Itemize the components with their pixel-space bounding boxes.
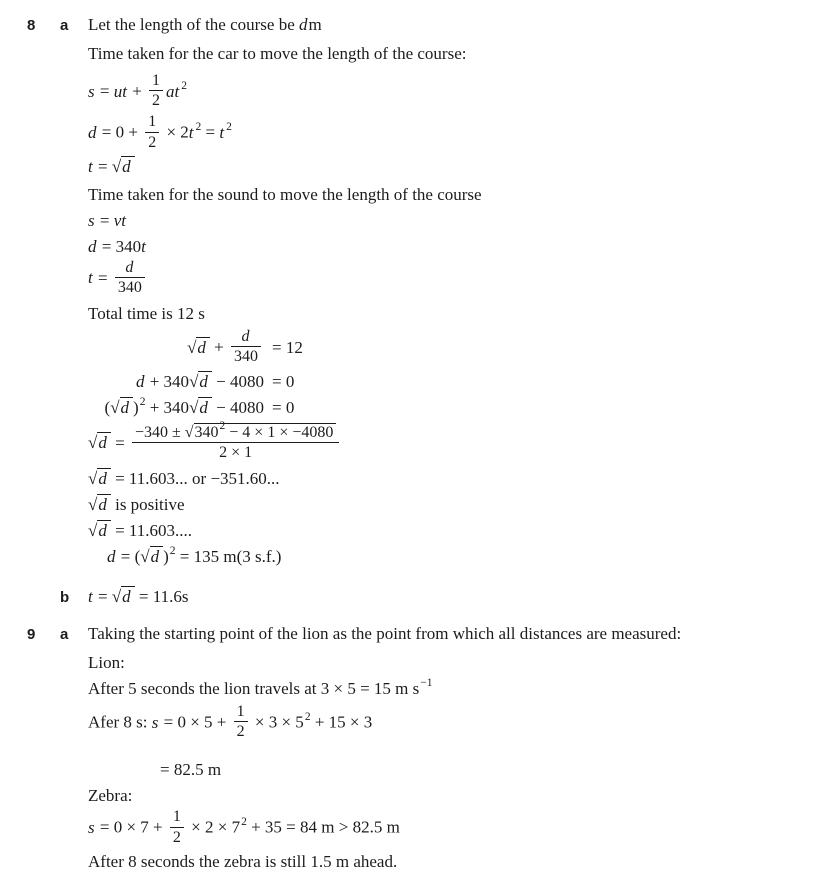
radical-sign: √ (110, 397, 120, 417)
text-run: After 8 seconds the zebra is still 1.5 m ahead. (88, 851, 398, 871)
text-run: m (308, 15, 322, 34)
text-run: 340 (117, 278, 142, 296)
square-root (140, 547, 163, 566)
text-run: − 4080 (211, 397, 264, 417)
question-number: 9 (27, 626, 36, 644)
fraction-numerator (115, 258, 145, 278)
square-root (187, 338, 210, 357)
math-variable: d (98, 521, 107, 541)
superscript: 2 (195, 121, 202, 134)
solution-line (0, 809, 814, 848)
square-root (88, 521, 111, 540)
text-run: − 4080 (211, 371, 264, 391)
square-root (112, 587, 135, 606)
line-content (88, 114, 814, 153)
math-variable: s (151, 712, 159, 732)
solution-line (0, 41, 814, 67)
text-run: × 2 × 7 (186, 818, 241, 838)
math-variable: t (141, 236, 146, 256)
text-run: Total time is 12 s (88, 304, 205, 324)
math-variable: d (197, 337, 206, 357)
fraction-numerator (132, 420, 339, 443)
text-run: = (95, 81, 114, 101)
text-run: = 0 + (97, 122, 143, 142)
solution-line (0, 621, 814, 648)
line-content (88, 420, 814, 465)
text-run: ( (104, 397, 111, 417)
text-run: = (110, 433, 129, 453)
superscript: 2 (181, 79, 188, 92)
question-number: 8 (27, 17, 36, 34)
text-run: = 0 (272, 397, 295, 417)
solution-line (0, 395, 814, 421)
radical-sign: √ (140, 547, 150, 567)
math-variable: at (166, 81, 180, 101)
text-run: = 340 (97, 236, 142, 256)
line-content (88, 260, 814, 299)
text-run: = 82.5 m (160, 760, 222, 780)
radicand (97, 494, 111, 515)
text-run: = 11.6s (134, 587, 189, 607)
solution-line (0, 849, 814, 875)
math-variable: s (88, 81, 95, 101)
text-run: + 15 × 3 (310, 712, 373, 732)
radicand (121, 586, 135, 607)
line-content (88, 234, 814, 260)
solution-line (0, 260, 814, 299)
radical-sign: √ (184, 423, 194, 441)
text-run: 2 (236, 723, 245, 741)
math-variable: d (98, 469, 107, 489)
text-run: 1 (172, 808, 181, 826)
text-run: 340 (194, 423, 219, 441)
line-content (88, 584, 814, 610)
line-content (88, 466, 814, 492)
math-variable: t (188, 122, 194, 142)
text-run: = 11.603.... (110, 521, 193, 541)
text-run: Zebra: (88, 786, 133, 806)
square-root (88, 433, 111, 452)
fraction-numerator (234, 702, 248, 722)
fraction-numerator (145, 112, 159, 132)
fraction-denominator (231, 347, 261, 366)
text-run: After 5 seconds the lion travels at 3 × 5 = 15 m s (88, 679, 420, 699)
solution-line (0, 757, 814, 783)
math-variable: d (88, 236, 97, 256)
radical-sign: √ (88, 469, 98, 489)
math-variable: d (241, 328, 250, 346)
square-root (184, 420, 337, 441)
text-run: + 35 = 84 m > 82.5 m (246, 818, 400, 838)
line-content (88, 369, 814, 395)
math-variable: t (88, 156, 93, 176)
text-run: 340 (234, 348, 258, 366)
text-run: Time taken for the car to move the length of the course: (88, 44, 467, 63)
line-content (88, 301, 814, 327)
solution-line (0, 154, 814, 180)
text-run: = (95, 210, 114, 230)
square-root (88, 495, 111, 514)
text-run: = (93, 587, 112, 607)
radical-sign: √ (111, 156, 122, 176)
radical-sign: √ (88, 433, 98, 453)
text-run: 2 × 1 (219, 443, 253, 461)
square-root (110, 398, 133, 417)
radical-sign: √ (88, 521, 98, 541)
equation-lhs (88, 369, 264, 395)
radical-sign: √ (189, 397, 199, 417)
text-run: = 12 (272, 337, 303, 357)
fraction-denominator (149, 91, 163, 110)
math-variable: vt (113, 210, 126, 230)
text-run: + (127, 81, 147, 101)
text-run: Time taken for the sound to move the length of the course (88, 184, 482, 204)
line-content (88, 329, 814, 368)
text-run: + 340 (145, 397, 190, 417)
line-content (88, 849, 814, 875)
part-label: a (60, 17, 69, 34)
superscript: 2 (219, 420, 226, 433)
line-content (88, 73, 814, 112)
line-content (88, 544, 814, 570)
fraction (170, 807, 184, 846)
solution-line (0, 114, 814, 153)
superscript: 2 (226, 121, 232, 134)
math-variable: s (88, 818, 95, 838)
solution-line (0, 420, 814, 465)
math-variable: s (88, 210, 95, 230)
superscript: 2 (169, 545, 176, 558)
radicand (97, 432, 111, 453)
math-variable: t (88, 587, 93, 607)
solution-line (0, 301, 814, 327)
math-variable: d (98, 433, 107, 453)
fraction (115, 258, 145, 297)
line-content (88, 208, 814, 234)
text-run: = (93, 156, 112, 176)
text-run: 1 (236, 703, 245, 721)
text-run: = ( (116, 547, 141, 567)
radicand (150, 546, 164, 567)
solution-line (0, 518, 814, 544)
fraction-denominator (234, 722, 248, 741)
radicand (120, 397, 134, 418)
superscript: 2 (241, 816, 247, 829)
math-variable: d (125, 258, 134, 276)
text-run: is positive (110, 495, 185, 515)
math-variable: d (88, 122, 97, 142)
square-root (189, 372, 212, 391)
text-run: = 0 × 7 + (95, 818, 167, 838)
text-run: −340 ± (134, 423, 185, 441)
text-run: = 0 × 5 + (159, 712, 231, 732)
math-variable: ut (113, 81, 127, 101)
fraction (145, 112, 159, 151)
line-content (88, 182, 814, 208)
fraction-numerator (149, 71, 163, 91)
solution-line (0, 466, 814, 492)
radicand (198, 397, 212, 418)
line-content (88, 154, 814, 180)
equation-rhs (272, 372, 294, 391)
text-run: 1 (152, 72, 161, 89)
equation-lhs (88, 395, 264, 421)
text-run: ) (133, 397, 139, 417)
radical-sign: √ (189, 371, 199, 391)
text-run: Afer 8 s: (88, 712, 152, 732)
text-run: + 340 (145, 371, 190, 391)
superscript: 2 (139, 395, 146, 408)
line-content (88, 783, 814, 809)
math-variable: d (120, 397, 130, 417)
square-root (189, 398, 212, 417)
text-run: ) (163, 547, 169, 567)
text-run: × 2 (162, 122, 189, 142)
solution-line (0, 73, 814, 112)
fraction (149, 71, 163, 110)
solution-line (0, 182, 814, 208)
part-label: a (60, 626, 69, 644)
line-content (88, 704, 814, 743)
solution-line (0, 704, 814, 743)
text-run: = (93, 268, 112, 288)
line-content (88, 395, 814, 421)
math-variable: d (98, 495, 107, 515)
math-variable: d (122, 156, 131, 176)
text-run: Taking the starting point of the lion as the point from which all distances are measured: (88, 624, 682, 644)
text-run: 2 (152, 92, 161, 110)
fraction-numerator (231, 327, 261, 347)
solution-line (0, 369, 814, 395)
line-content (88, 518, 814, 544)
text-run: = (201, 122, 220, 142)
fraction (132, 420, 339, 463)
line-content (88, 492, 814, 518)
fraction-denominator (145, 133, 159, 152)
solution-line (0, 329, 814, 368)
solution-line (0, 676, 814, 702)
solution-line (0, 12, 814, 39)
radical-sign: √ (88, 495, 98, 515)
radicand (198, 371, 212, 392)
math-variable: d (135, 371, 145, 391)
text-run: − 4 × 1 × −4080 (225, 423, 334, 441)
solution-line (0, 544, 814, 570)
radicand (97, 520, 111, 541)
fraction-denominator (170, 828, 184, 847)
solution-line (0, 492, 814, 518)
solution-line (0, 650, 814, 676)
line-content (88, 676, 814, 702)
part-label: b (60, 589, 70, 607)
square-root (112, 157, 135, 176)
line-content (88, 12, 814, 38)
radicand (121, 156, 135, 177)
line-content (88, 41, 814, 67)
radicand (196, 337, 210, 358)
superscript: −1 (420, 677, 433, 690)
math-variable: t (88, 268, 93, 288)
radical-sign: √ (187, 337, 197, 357)
text-run: + (209, 337, 228, 357)
text-run: 1 (148, 113, 157, 131)
line-content (88, 757, 814, 783)
math-variable: d (299, 15, 308, 34)
text-run: = 135 m(3 s.f.) (175, 547, 282, 567)
superscript: 2 (304, 711, 311, 724)
fraction (234, 702, 248, 741)
text-run: = 0 (272, 371, 295, 391)
text-run: Lion: (88, 653, 125, 673)
square-root (88, 469, 111, 488)
fraction (231, 327, 261, 366)
line-content (88, 809, 814, 848)
fraction-numerator (170, 807, 184, 827)
equation-rhs (272, 398, 294, 417)
math-variable: d (150, 547, 160, 567)
solution-line (0, 208, 814, 234)
text-run: = 11.603... or −351.60... (110, 469, 280, 489)
solution-line (0, 234, 814, 260)
math-variable: d (122, 587, 131, 607)
solution-line (0, 783, 814, 809)
solution-line (0, 584, 814, 611)
fraction-denominator (115, 278, 145, 297)
text-run: 2 (172, 828, 181, 846)
text-run: 2 (148, 133, 157, 151)
text-run: × 3 × 5 (250, 712, 304, 732)
equation-lhs (88, 329, 264, 368)
math-variable: d (107, 547, 116, 567)
equation-rhs (272, 338, 303, 357)
line-content (88, 621, 814, 647)
math-variable: t (219, 122, 225, 142)
fraction-denominator (132, 443, 339, 462)
math-variable: d (199, 397, 208, 417)
math-variable: d (199, 371, 208, 391)
line-content (88, 650, 814, 676)
radicand (194, 420, 337, 442)
radicand (97, 468, 111, 489)
text-run: Let the length of the course be (88, 15, 300, 34)
radical-sign: √ (111, 587, 122, 607)
